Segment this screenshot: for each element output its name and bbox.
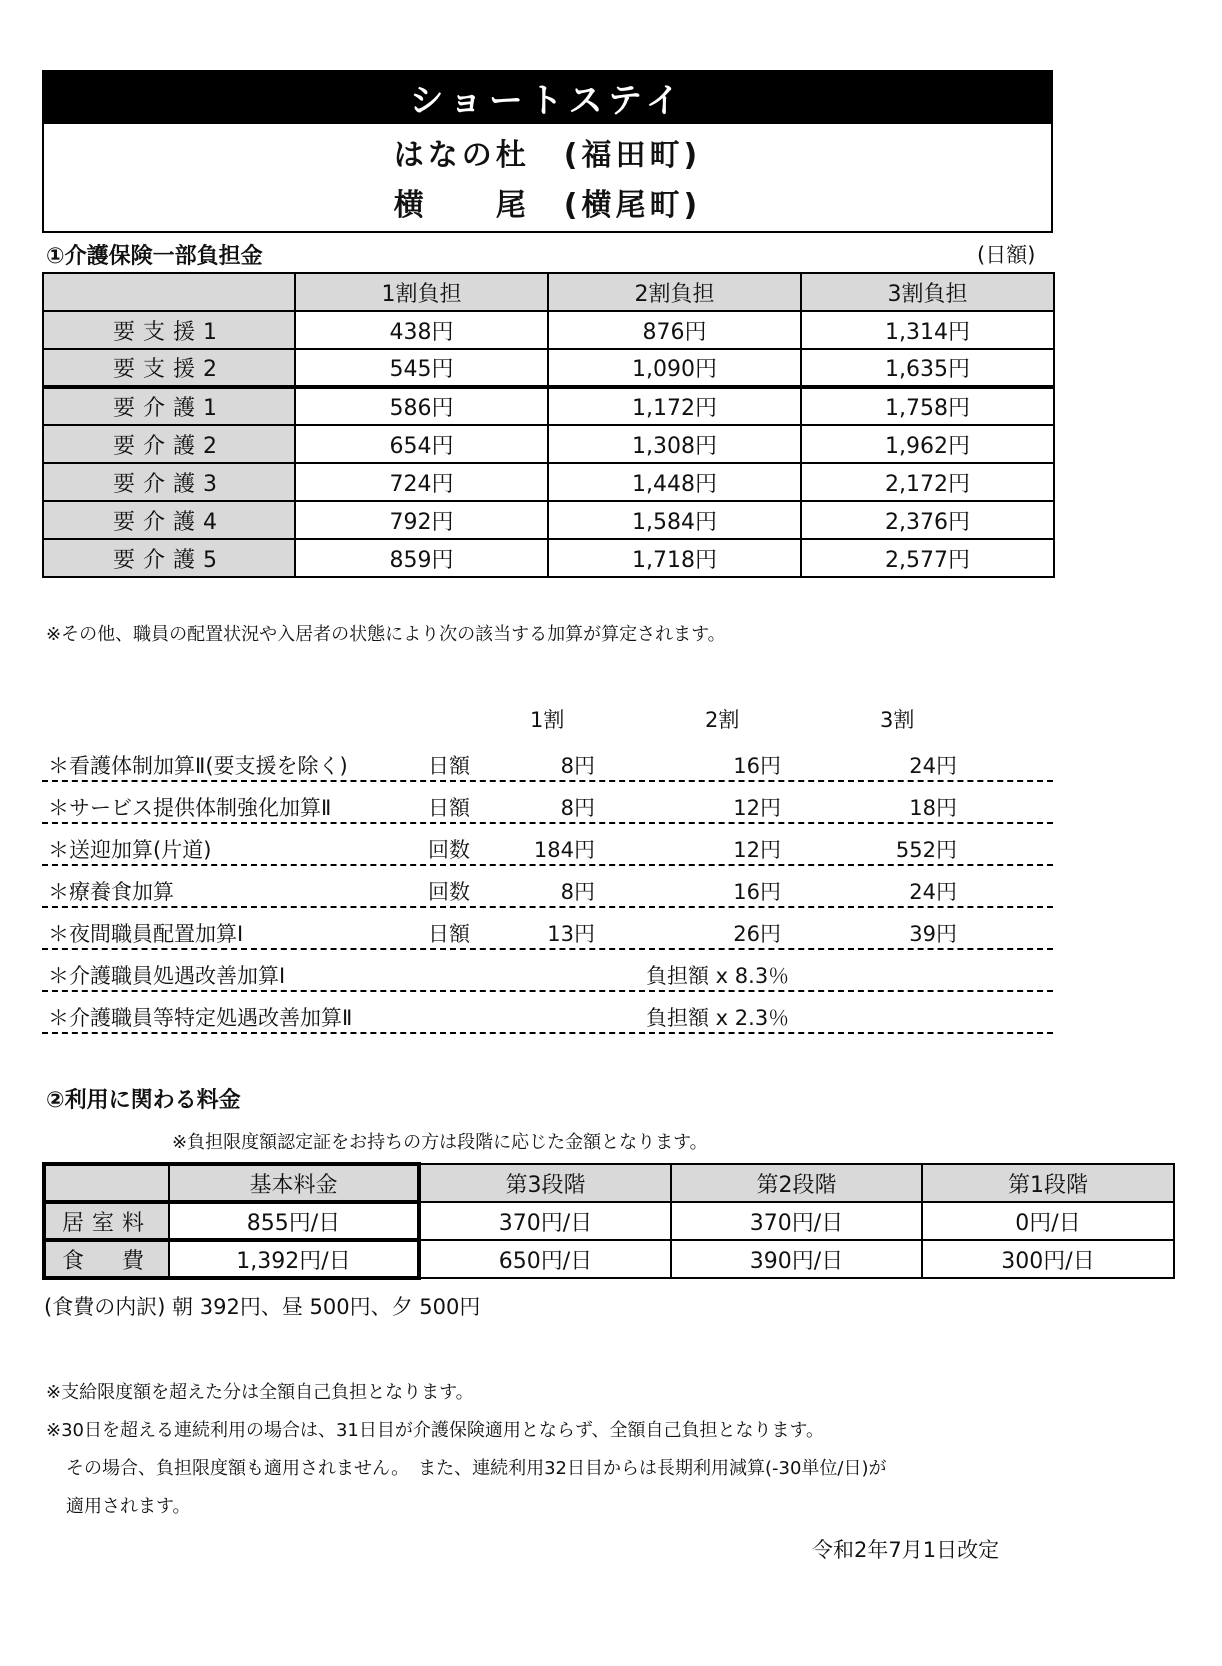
table-row [43, 349, 1054, 387]
addition-value: 8円 [560, 754, 595, 778]
copay-cell: 1,962円 [801, 425, 1054, 463]
care-level-label: 要介護3 [43, 463, 295, 501]
fee-cell: 390円/日 [671, 1240, 922, 1278]
fee-item-label: 居室料 [44, 1202, 169, 1240]
table-row [43, 501, 1054, 539]
fee-cell: 0円/日 [922, 1202, 1174, 1240]
copay-cell: 586円 [295, 387, 548, 425]
addition-rate: 負担額 x 2.3％ [646, 1006, 790, 1030]
facility-box [42, 124, 1053, 233]
addition-value: 12円 [733, 838, 781, 862]
copay-cell: 1,448円 [548, 463, 801, 501]
addition-unit: 日額 [428, 796, 470, 820]
addition-value: 12円 [733, 796, 781, 820]
addition-unit: 回数 [428, 880, 470, 904]
table-row [44, 1202, 1174, 1240]
copay-cell: 2,577円 [801, 539, 1054, 577]
footer-note: ※支給限度額を超えた分は全額自己負担となります。 [46, 1382, 474, 1403]
fee-col-header: 第3段階 [419, 1164, 671, 1202]
fee-cell: 650円/日 [419, 1240, 671, 1278]
facility-name-1: はなの杜 (福田町) [393, 138, 702, 173]
addition-value: 8円 [560, 880, 595, 904]
table-row [44, 1240, 1174, 1278]
footer-note: ※30日を超える連続利用の場合は、31日目が介護保険適用とならず、全額自己負担となります。 [46, 1420, 825, 1441]
addition-name: ＊介護職員等特定処遇改善加算Ⅱ [48, 1006, 353, 1030]
copay-table [42, 272, 1055, 578]
copay-cell: 1,758円 [801, 387, 1054, 425]
fee-cell: 370円/日 [419, 1202, 671, 1240]
copay-col-header: 1割負担 [295, 273, 548, 311]
section1-title: ①介護保険一部負担金 [46, 244, 263, 269]
list-item [42, 784, 1053, 824]
list-item [42, 868, 1053, 908]
addition-name: ＊夜間職員配置加算Ⅰ [48, 922, 244, 946]
copay-cell: 724円 [295, 463, 548, 501]
addition-unit: 日額 [428, 922, 470, 946]
addition-unit: 回数 [428, 838, 470, 862]
care-level-label: 要支援2 [43, 349, 295, 387]
care-level-label: 要介護5 [43, 539, 295, 577]
addition-value: 184円 [533, 838, 595, 862]
copay-col-header: 3割負担 [801, 273, 1054, 311]
table-row [43, 311, 1054, 349]
addition-name: ＊送迎加算(片道) [48, 838, 212, 862]
fee-cell: 370円/日 [671, 1202, 922, 1240]
revision-date: 令和2年7月1日改定 [812, 1538, 1000, 1562]
copay-cell: 1,172円 [548, 387, 801, 425]
addition-value: 13円 [547, 922, 595, 946]
addition-name: ＊療養食加算 [48, 880, 174, 904]
addition-value: 16円 [733, 754, 781, 778]
care-level-label: 要介護4 [43, 501, 295, 539]
fee-col-header: 第1段階 [922, 1164, 1174, 1202]
copay-cell: 1,308円 [548, 425, 801, 463]
copay-cell: 1,584円 [548, 501, 801, 539]
footer-note: その場合、負担限度額も適用されません。 また、連続利用32日目からは長期利用減算(-30単位/日)が [66, 1458, 887, 1479]
table-row [43, 463, 1054, 501]
fee-cell: 855円/日 [169, 1202, 419, 1240]
list-item [42, 910, 1053, 950]
addition-rate: 負担額 x 8.3％ [646, 964, 790, 988]
page-title: ショートステイ [42, 70, 1053, 124]
copay-cell: 876円 [548, 311, 801, 349]
additions-note: ※その他、職員の配置状況や入居者の状態により次の該当する加算が算定されます。 [46, 624, 726, 645]
table-row [43, 539, 1054, 577]
list-item [42, 826, 1053, 866]
section2-title: ②利用に関わる料金 [46, 1088, 241, 1113]
meal-breakdown: (食費の内訳) 朝 392円、昼 500円、夕 500円 [44, 1295, 481, 1319]
copay-cell: 2,376円 [801, 501, 1054, 539]
fee-item-label: 食 費 [44, 1240, 169, 1278]
footer-note: 適用されます。 [66, 1496, 191, 1517]
copay-cell: 1,090円 [548, 349, 801, 387]
facility-name-2: 横 尾 (横尾町) [393, 188, 702, 223]
additions-col-header: 2割 [705, 708, 740, 732]
addition-value: 16円 [733, 880, 781, 904]
table-row [43, 425, 1054, 463]
addition-value: 39円 [909, 922, 957, 946]
fee-cell: 300円/日 [922, 1240, 1174, 1278]
addition-name: ＊介護職員処遇改善加算Ⅰ [48, 964, 286, 988]
copay-cell: 654円 [295, 425, 548, 463]
copay-cell: 1,635円 [801, 349, 1054, 387]
copay-cell: 1,314円 [801, 311, 1054, 349]
addition-value: 26円 [733, 922, 781, 946]
addition-value: 8円 [560, 796, 595, 820]
fee-header-row [44, 1164, 1174, 1202]
fee-table [42, 1162, 1175, 1280]
care-level-label: 要介護2 [43, 425, 295, 463]
addition-value: 552円 [895, 838, 957, 862]
fee-col-header: 第2段階 [671, 1164, 922, 1202]
addition-unit: 日額 [428, 754, 470, 778]
copay-cell: 2,172円 [801, 463, 1054, 501]
section1-unit: (日額) [977, 243, 1036, 267]
copay-cell: 792円 [295, 501, 548, 539]
addition-value: 24円 [909, 754, 957, 778]
copay-header-row [43, 273, 1054, 311]
copay-cell: 859円 [295, 539, 548, 577]
addition-value: 24円 [909, 880, 957, 904]
fee-cell: 1,392円/日 [169, 1240, 419, 1278]
copay-col-header: 2割負担 [548, 273, 801, 311]
care-level-label: 要介護1 [43, 387, 295, 425]
additions-col-header: 1割 [530, 708, 565, 732]
addition-name: ＊看護体制加算Ⅱ(要支援を除く) [48, 754, 348, 778]
list-item [42, 952, 1053, 992]
care-level-label: 要支援1 [43, 311, 295, 349]
copay-cell: 438円 [295, 311, 548, 349]
fee-corner-cell [44, 1164, 169, 1202]
table-row [43, 387, 1054, 425]
list-item [42, 742, 1053, 782]
section2-note: ※負担限度額認定証をお持ちの方は段階に応じた金額となります。 [172, 1132, 708, 1153]
copay-corner-cell [43, 273, 295, 311]
addition-value: 18円 [909, 796, 957, 820]
copay-cell: 1,718円 [548, 539, 801, 577]
list-item [42, 994, 1053, 1034]
fee-col-header: 基本料金 [169, 1164, 419, 1202]
copay-cell: 545円 [295, 349, 548, 387]
additions-col-header: 3割 [880, 708, 915, 732]
addition-name: ＊サービス提供体制強化加算Ⅱ [48, 796, 332, 820]
